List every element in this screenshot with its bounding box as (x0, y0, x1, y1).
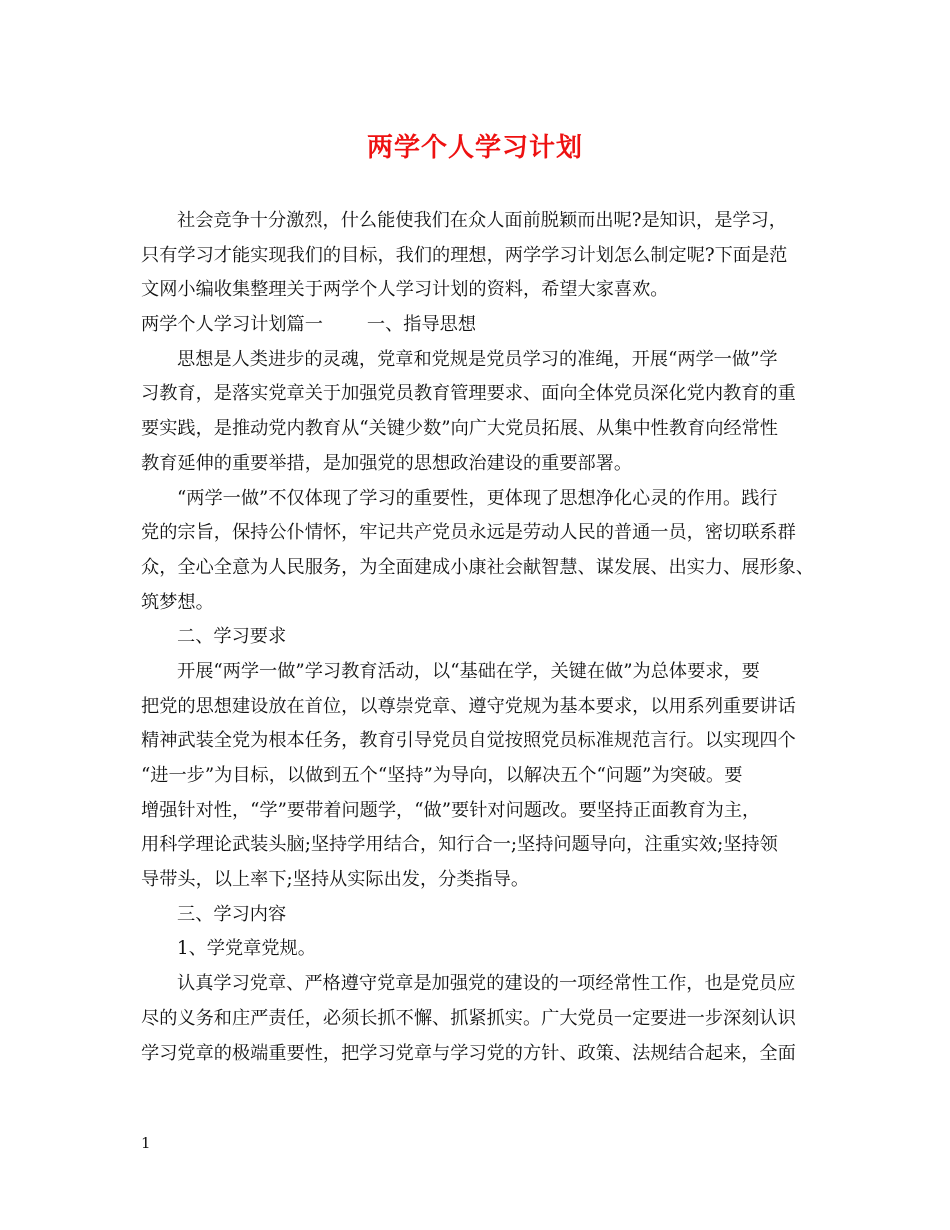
body-line: 教育延伸的重要举措，是加强党的思想政治建设的重要部署。 (141, 452, 633, 474)
body-line: 习教育，是落实党章关于加强党员教育管理要求、面向全体党员深化党内教育的重 (141, 383, 796, 405)
document-title: 两学个人学习计划 (366, 133, 583, 163)
section-heading: 二、学习要求 (177, 626, 287, 648)
body-line: 尽的义务和庄严责任，必须长抓不懈、抓紧抓实。广大党员一定要进一步深刻认识 (141, 1007, 796, 1029)
body-line: 把党的思想建设放在首位，以尊崇党章、遵守党规为基本要求，以用系列重要讲话 (141, 695, 796, 717)
body-line: 认真学习党章、严格遵守党章是加强党的建设的一项经常性工作，也是党员应 (177, 973, 796, 995)
body-line: 筑梦想。 (141, 591, 214, 613)
body-line: 思想是人类进步的灵魂，党章和党规是党员学习的准绳，开展“两学一做”学 (177, 348, 778, 370)
body-line: 开展“两学一做”学习教育活动，以“基础在学，关键在做”为总体要求，要 (177, 660, 760, 682)
body-line: “进一步”为目标，以做到五个“坚持”为导向，以解决五个“问题”为突破。要 (141, 765, 743, 786)
section-heading: 三、学习内容 (177, 903, 287, 925)
body-line: 要实践，是推动党内教育从“关键少数”向广大党员拓展、从集中性教育向经常性 (141, 418, 778, 440)
body-line: 众，全心全意为人民服务，为全面建成小康社会献智慧、谋发展、出实力、展形象、 (141, 556, 814, 578)
subsection-heading: 1、学党章党规。 (177, 938, 316, 960)
body-line: “两学一做”不仅体现了学习的重要性，更体现了思想净化心灵的作用。践行 (177, 487, 778, 509)
body-line: 精神武装全党为根本任务，教育引导党员自觉按照党员标准规范言行。以实现四个 (141, 730, 796, 752)
body-line: 社会竞争十分激烈，什么能使我们在众人面前脱颖而出呢?是知识，是学习， (177, 210, 787, 231)
plan-subtitle: 两学个人学习计划篇一 (141, 314, 323, 336)
section-heading-line (141, 308, 821, 343)
body-line: 只有学习才能实现我们的目标，我们的理想，两学学习计划怎么制定呢?下面是范 (141, 244, 788, 266)
body-line: 增强针对性，“学”要带着问题学，“做”要针对问题改。要坚持正面教育为主， (141, 799, 761, 821)
body-line: 文网小编收集整理关于两学个人学习计划的资料，希望大家喜欢。 (141, 279, 669, 301)
body-line: 用科学理论武装头脑;坚持学用结合，知行合一;坚持问题导向，注重实效;坚持领 (141, 834, 778, 856)
body-line: 党的宗旨，保持公仆情怀，牢记共产党员永远是劳动人民的普通一员，密切联系群 (141, 522, 796, 544)
document-body (141, 204, 821, 1071)
page-number: 1 (141, 1134, 151, 1152)
section-heading: 一、指导思想 (366, 314, 477, 336)
body-line: 导带头，以上率下;坚持从实际出发，分类指导。 (141, 869, 530, 891)
body-line: 学习党章的极端重要性，把学习党章与学习党的方针、政策、法规结合起来，全面 (141, 1042, 796, 1064)
